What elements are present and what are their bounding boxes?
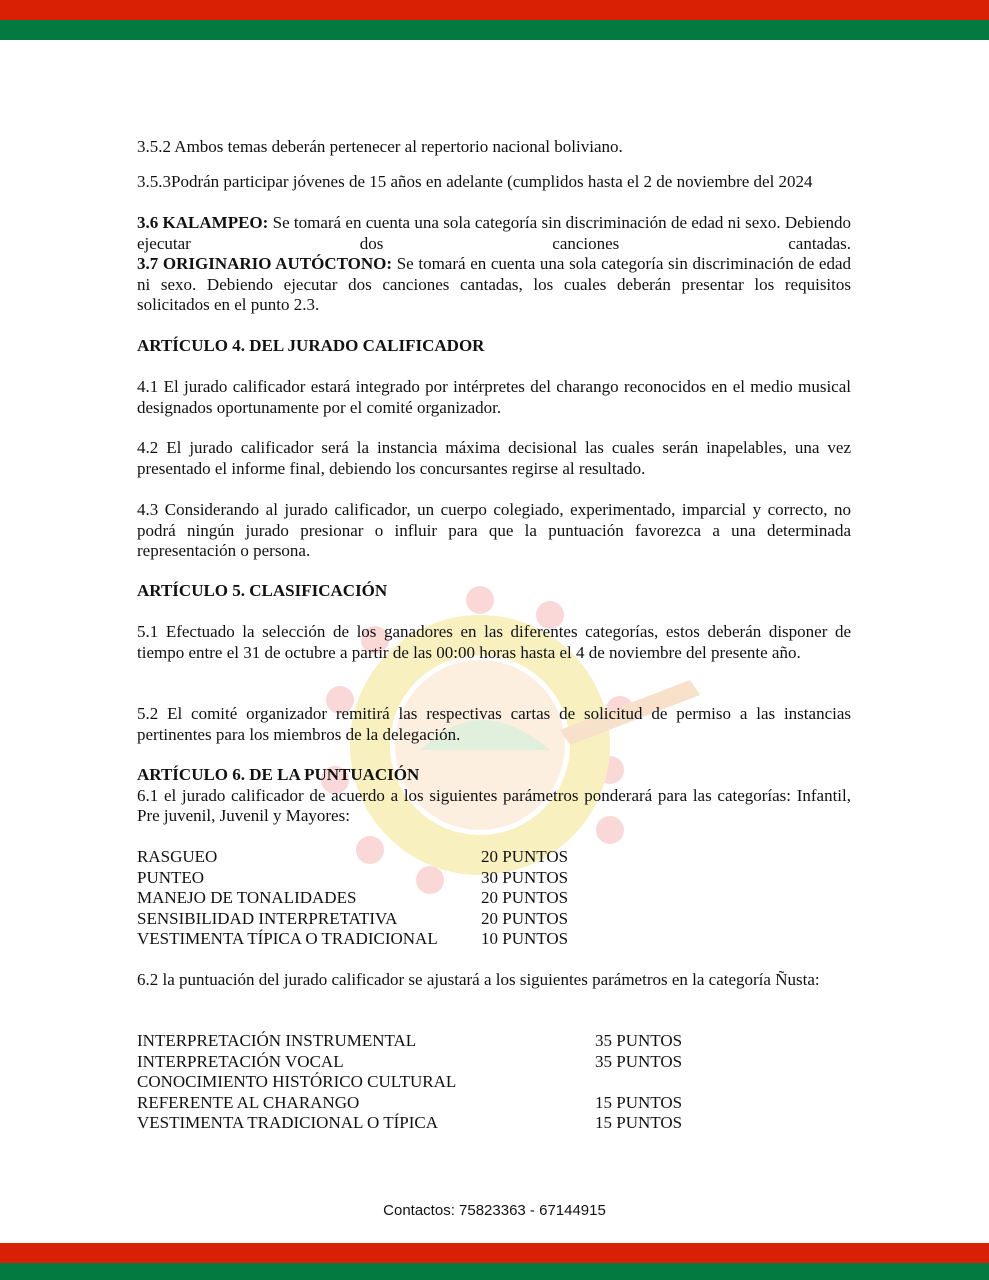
score-row <box>137 1113 851 1134</box>
criterion-label: RASGUEO <box>137 847 218 866</box>
paragraph-5-1: 5.1 Efectuado la selección de los ganadores en las diferentes categorías, estos deberán disponer de tiempo entre el 31 de octubre a partir de las 00:00 horas hasta el 4 de noviembre del presente año. <box>137 622 851 662</box>
criterion-points: 20 PUNTOS <box>481 908 569 928</box>
criterion-label: INTERPRETACIÓN VOCAL <box>137 1051 344 1071</box>
paragraph-3-5-3: 3.5.3Podrán participar jóvenes de 15 años en adelante (cumplidos hasta el 2 de noviembre del 2024 <box>137 172 813 191</box>
criterion-points: 20 PUNTOS <box>481 847 569 866</box>
footer-red-stripe <box>0 1243 989 1263</box>
criterion-points: 20 PUNTOS <box>481 888 569 907</box>
article-4-heading: ARTÍCULO 4. DEL JURADO CALIFICADOR <box>137 336 485 355</box>
score-row <box>137 847 851 868</box>
criterion-label-line1: CONOCIMIENTO HISTÓRICO CULTURAL <box>137 1072 457 1091</box>
article-5-heading: ARTÍCULO 5. CLASIFICACIÓN <box>137 581 388 600</box>
criterion-label <box>137 1072 595 1113</box>
footer-green-stripe <box>0 1263 989 1280</box>
paragraph-3-6 <box>137 213 851 254</box>
header-green-stripe <box>0 20 989 40</box>
criterion-label: SENSIBILIDAD INTERPRETATIVA <box>137 908 398 928</box>
criterion-label: MANEJO DE TONALIDADES <box>137 888 357 907</box>
criterion-points: 35 PUNTOS <box>595 1031 683 1050</box>
score-row <box>137 1072 851 1113</box>
score-row <box>137 929 851 950</box>
article-6 <box>137 765 851 827</box>
section-3-6-3-7 <box>137 213 851 316</box>
score-row <box>137 1031 851 1052</box>
criterion-label: VESTIMENTA TÍPICA O TRADICIONAL <box>137 929 438 948</box>
criterion-label: INTERPRETACIÓN INSTRUMENTAL <box>137 1031 417 1050</box>
scoring-table-general <box>137 847 851 950</box>
criterion-points: 15 PUNTOS <box>595 1113 683 1132</box>
paragraph-3-7 <box>137 254 851 316</box>
criterion-points: 35 PUNTOS <box>595 1051 683 1071</box>
criterion-label: VESTIMENTA TRADICIONAL O TÍPICA <box>137 1113 439 1132</box>
paragraph-5-2: 5.2 El comité organizador remitirá las respectivas cartas de solicitud de permiso a las instancias pertinentes para los miembros de la delegación. <box>137 704 851 744</box>
heading-3-6: 3.6 KALAMPEO: <box>137 213 269 232</box>
paragraph-6-1: 6.1 el jurado calificador de acuerdo a los siguientes parámetros ponderará para las categorías: Infantil, Pre juvenil, Juvenil y Mayores: <box>137 785 851 825</box>
paragraph-3-6-text: Se tomará en cuenta una sola categoría sin discriminación de edad ni sexo. Debiendo ejecutar dos canciones cantadas. <box>137 213 851 253</box>
score-row <box>137 888 851 909</box>
criterion-points: 10 PUNTOS <box>481 929 569 948</box>
score-row <box>137 909 851 930</box>
criterion-points: 30 PUNTOS <box>481 867 569 887</box>
score-row <box>137 868 851 889</box>
header-red-stripe <box>0 0 989 20</box>
paragraph-3-5-2: 3.5.2 Ambos temas deberán pertenecer al repertorio nacional boliviano. <box>137 137 623 156</box>
paragraph-6-2: 6.2 la puntuación del jurado calificador se ajustará a los siguientes parámetros en la categoría Ñusta: <box>137 970 820 989</box>
criterion-label: PUNTEO <box>137 867 205 887</box>
paragraph-4-3: 4.3 Considerando al jurado calificador, un cuerpo colegiado, experimentado, imparcial y correcto, no podrá ningún jurado presionar o influir para que la puntuación favorezca a una determinada representación o persona. <box>137 500 851 560</box>
criterion-label-line2: REFERENTE AL CHARANGO <box>137 1092 360 1112</box>
paragraph-4-2: 4.2 El jurado calificador será la instancia máxima decisional las cuales serán inapelables, una vez presentado el informe final, debiendo los concursantes regirse al resultado. <box>137 438 851 478</box>
criterion-points: 15 PUNTOS <box>595 1092 683 1112</box>
article-6-heading: ARTÍCULO 6. DE LA PUNTUACIÓN <box>137 765 420 784</box>
paragraph-4-1: 4.1 El jurado calificador estará integrado por intérpretes del charango reconocidos en el medio musical designados oportunamente por el comité organizador. <box>137 377 851 417</box>
paragraph-3-7-text: Se tomará en cuenta una sola categoría sin discriminación de edad ni sexo. Debiendo ejecutar dos canciones cantadas, los cuales deberán presentar los requisitos solicitados en el punto 2.3. <box>137 254 852 314</box>
footer-contacts: Contactos: 75823363 - 67144915 <box>383 1202 606 1219</box>
heading-3-7: 3.7 ORIGINARIO AUTÓCTONO: <box>137 254 393 273</box>
scoring-table-nusta <box>137 1031 851 1134</box>
score-row <box>137 1052 851 1073</box>
